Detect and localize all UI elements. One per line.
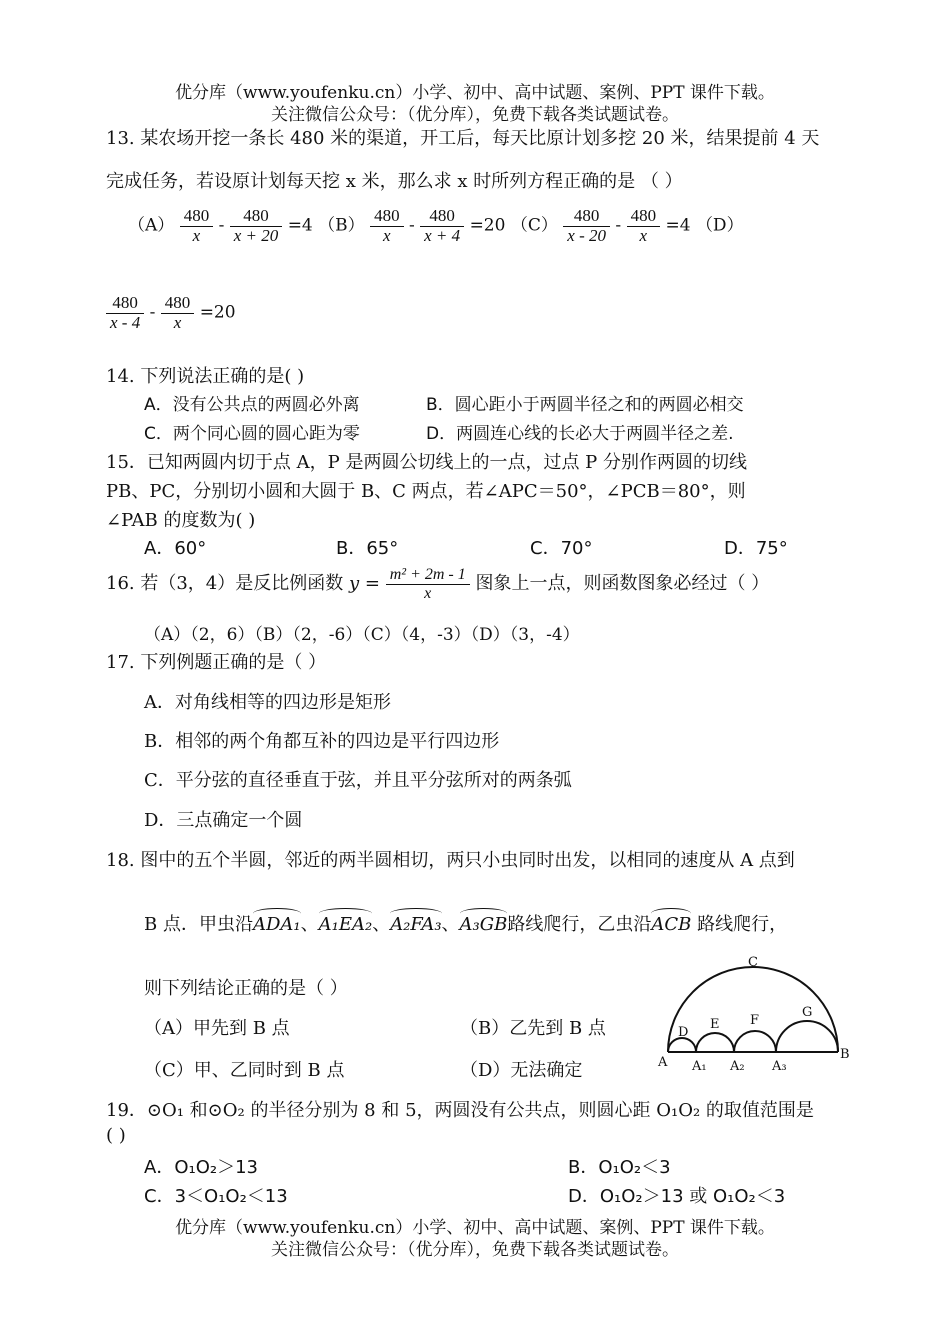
header-line-2: 关注微信公众号：（优分库），免费下载各类试题试卷。 — [271, 105, 679, 125]
q13-opt-a-label: （A） — [128, 215, 175, 236]
q15-line-3: ∠PAB 的度数为( ) — [106, 510, 256, 531]
q19-line-2: ( ) — [106, 1125, 126, 1146]
fraction: $\frac{480}{x}$ — [370, 207, 404, 245]
label-d: D — [678, 1025, 689, 1040]
fraction: $\frac{480}{x + 4}$ — [420, 207, 464, 245]
q18-option-c: （C）甲、乙同时到 B 点 — [144, 1060, 345, 1081]
q13-option-d: $\frac{480}{x - 4}$ - $\frac{480}{x}$ =20 — [106, 294, 236, 332]
q13-options-row: （A） $\frac{480}{x}$ - $\frac{480}{x + 20}$ =4 （B） $\frac{480}{x}$ - $\frac{480}{x + 4}$ =20 （C） $\frac{480}{x - 20}$ - $\frac{480}{x}$ =4 （D） — [128, 206, 744, 245]
q13-opt-c-label: （C） — [510, 215, 558, 236]
q17-stem: 17. 下列例题正确的是（ ） — [106, 652, 327, 673]
header-line-1: 优分库（www.youfenku.cn）小学、初中、高中试题、案例、PPT 课件下载。 — [175, 83, 775, 103]
fraction: $\frac{480}{x + 20}$ — [230, 207, 283, 245]
q13-line-2: 完成任务，若设原计划每天挖 x 米，那么求 x 时所列方程正确的是 （ ） — [106, 171, 683, 192]
footer-line-2: 关注微信公众号：（优分库），免费下载各类试题试卷。 — [271, 1240, 679, 1260]
q18-option-d: （D）无法确定 — [460, 1060, 583, 1081]
label-a3: A₃ — [772, 1059, 787, 1074]
q17-option-d: D．三点确定一个圆 — [144, 810, 303, 831]
arc-a1eA2: A₁EA₂ — [318, 914, 373, 935]
q16-options: （A）（2，6）（B）（2，-6）（C）（4，-3）（D）（3，-4） — [144, 625, 580, 645]
label-a2: A₂ — [730, 1059, 745, 1074]
q19-option-c: C．3＜O₁O₂＜13 — [144, 1186, 288, 1207]
q15-line-2: PB、PC，分别切小圆和大圆于 B、C 两点，若∠APC＝50°，∠PCB＝80°，则 — [106, 481, 746, 502]
q15-option-b: B．65° — [336, 538, 399, 559]
q16-stem: 16. 若（3，4）是反比例函数 y = $\frac{\text{m² + 2m - 1}}{x}$ 图象上一点，则函数图象必经过（ ） — [106, 566, 770, 602]
q14-stem: 14. 下列说法正确的是( ) — [106, 366, 305, 387]
q13-opt-d-label: （D） — [695, 215, 744, 236]
label-f: F — [750, 1013, 760, 1028]
semicircles-figure — [650, 950, 860, 1075]
semicircle-f — [734, 1031, 776, 1052]
q14-option-c: C．两个同心圆的圆心距为零 — [144, 424, 360, 444]
label-a1: A₁ — [692, 1059, 707, 1074]
q13-opt-b-label: （B） — [318, 215, 365, 236]
label-a: A — [658, 1055, 668, 1070]
q19-option-a: A．O₁O₂＞13 — [144, 1157, 258, 1178]
fraction: $\frac{480}{x}$ — [180, 207, 214, 245]
semicircle-g — [776, 1021, 838, 1052]
large-semicircle — [668, 967, 838, 1052]
q13-line-1: 13. 某农场开挖一条长 480 米的渠道，开工后，每天比原计划多挖 20 米，结果提前 4 天 — [106, 128, 820, 149]
q18-line-3: 则下列结论正确的是（ ） — [144, 978, 348, 999]
q15-option-a: A．60° — [144, 538, 207, 559]
arc-a2fA3: A₂FA₃ — [390, 914, 442, 935]
q15-option-d: D．75° — [724, 538, 788, 559]
fraction: $\frac{480}{x - 20}$ — [563, 207, 610, 245]
q18-option-a: （A）甲先到 B 点 — [144, 1018, 290, 1039]
q17-option-a: A．对角线相等的四边形是矩形 — [144, 692, 391, 713]
label-g: G — [802, 1005, 813, 1020]
fraction: $\frac{480}{x}$ — [161, 294, 195, 332]
q14-option-b: B．圆心距小于两圆半径之和的两圆必相交 — [426, 395, 744, 415]
label-c: C — [748, 955, 758, 970]
fraction: $\frac{480}{x - 4}$ — [106, 294, 144, 332]
q14-option-d: D．两圆连心线的长必大于两圆半径之差. — [426, 424, 734, 444]
footer-line-1: 优分库（www.youfenku.cn）小学、初中、高中试题、案例、PPT 课件下载。 — [175, 1218, 775, 1238]
q19-line-1: 19．⊙O₁ 和⊙O₂ 的半径分别为 8 和 5，两圆没有公共点，则圆心距 O₁O₂ 的取值范围是 — [106, 1100, 814, 1121]
fraction: $\frac{480}{x}$ — [627, 207, 661, 245]
label-b: B — [840, 1047, 850, 1062]
q14-option-a: A．没有公共点的两圆必外离 — [144, 395, 360, 415]
semicircle-d — [668, 1038, 696, 1052]
arc-acB: ACB — [651, 914, 692, 935]
arc-adA1: ADA₁ — [252, 914, 301, 935]
q19-option-d: D．O₁O₂＞13 或 O₁O₂＜3 — [568, 1186, 786, 1207]
semicircle-e — [696, 1033, 734, 1052]
arc-a3gB: A₃GB — [459, 914, 508, 935]
q15-option-c: C．70° — [530, 538, 593, 559]
q18-line-1: 18. 图中的五个半圆，邻近的两半圆相切，两只小虫同时出发，以相同的速度从 A 点到 — [106, 850, 795, 871]
q19-option-b: B．O₁O₂＜3 — [568, 1157, 671, 1178]
q15-line-1: 15．已知两圆内切于点 A，P 是两圆公切线上的一点，过点 P 分别作两圆的切线 — [106, 452, 748, 473]
label-e: E — [710, 1017, 720, 1032]
q17-option-b: B．相邻的两个角都互补的四边是平行四边形 — [144, 731, 500, 752]
fraction: $\frac{\text{m² + 2m - 1}}{x}$ — [386, 566, 470, 602]
q18-line-2: B 点．甲虫沿ADA₁、A₁EA₂、A₂FA₃、A₃GB路线爬行，乙虫沿ACB 路线爬行， — [144, 914, 788, 935]
q17-option-c: C．平分弦的直径垂直于弦，并且平分弦所对的两条弧 — [144, 770, 572, 791]
q18-option-b: （B）乙先到 B 点 — [460, 1018, 606, 1039]
